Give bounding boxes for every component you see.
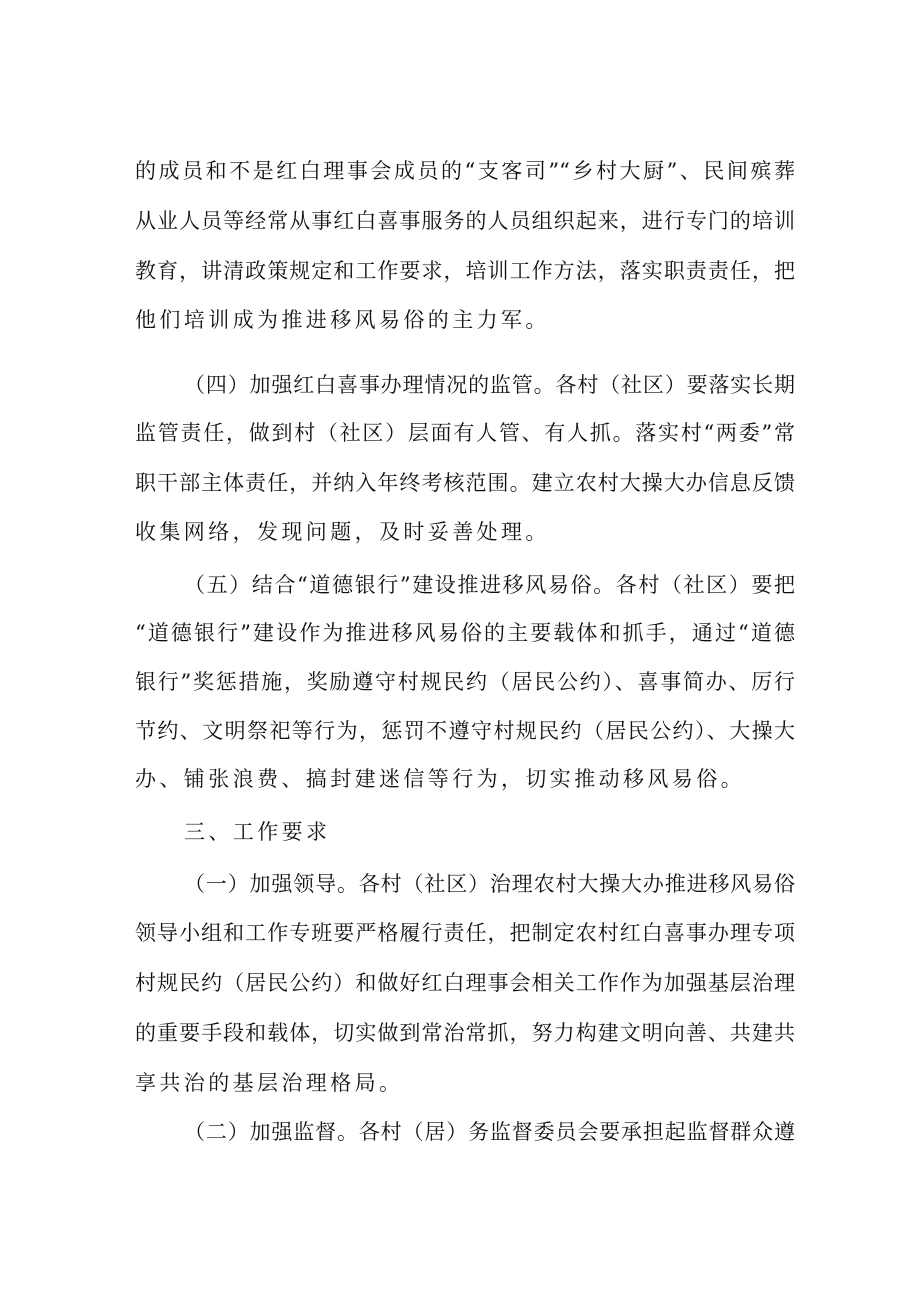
text-line-2: 从业人员等经常从事红白喜事服务的人员组织起来，进行专门的培训 [135, 209, 795, 233]
text-line-18: 的重要手段和载体，切实做到常治常抓，努力构建文明向善、共建共 [135, 1021, 795, 1045]
text-line-10: “道德银行”建设作为推进移风易俗的主要载体和抓手，通过“道德 [135, 621, 795, 645]
text-line-12: 节约、文明祭祀等行为，惩罚不遵守村规民约（居民公约）、大操大 [135, 719, 795, 743]
section-heading-work-requirements: 三、工作要求 [184, 820, 331, 844]
text-line-3: 教育，讲清政策规定和工作要求，培训工作方法，落实职责责任，把 [135, 259, 795, 283]
text-line-7: 职干部主体责任，并纳入年终考核范围。建立农村大操大办信息反馈 [135, 471, 795, 495]
text-line-8: 收集网络，发现问题，及时妥善处理。 [135, 520, 550, 544]
subsection-two-heading-line: （二）加强监督。各村（居）务监督委员会要承担起监督群众遵 [184, 1120, 795, 1144]
text-line-1: 的成员和不是红白理事会成员的“支客司”“乡村大厨”、民间殡葬 [135, 159, 795, 183]
text-line-11: 银行”奖惩措施，奖励遵守村规民约（居民公约）、喜事简办、厉行 [135, 670, 795, 694]
text-line-17: 村规民约（居民公约）和做好红白理事会相关工作作为加强基层治理 [135, 971, 795, 995]
subsection-one-heading-line: （一）加强领导。各村（社区）治理农村大操大办推进移风易俗 [184, 872, 795, 896]
text-line-16: 领导小组和工作专班要严格履行责任，把制定农村红白喜事办理专项 [135, 921, 795, 945]
section-five-heading-line: （五）结合“道德银行”建设推进移风易俗。各村（社区）要把 [184, 573, 795, 597]
text-line-4: 他们培训成为推进移风易俗的主力军。 [135, 308, 550, 332]
text-line-6: 监管责任，做到村（社区）层面有人管、有人抓。落实村“两委”常 [135, 421, 795, 445]
text-line-13: 办、铺张浪费、搞封建迷信等行为，切实推动移风易俗。 [135, 767, 745, 791]
section-four-heading-line: （四）加强红白喜事办理情况的监管。各村（社区）要落实长期 [184, 373, 795, 397]
text-line-19: 享共治的基层治理格局。 [135, 1071, 404, 1095]
